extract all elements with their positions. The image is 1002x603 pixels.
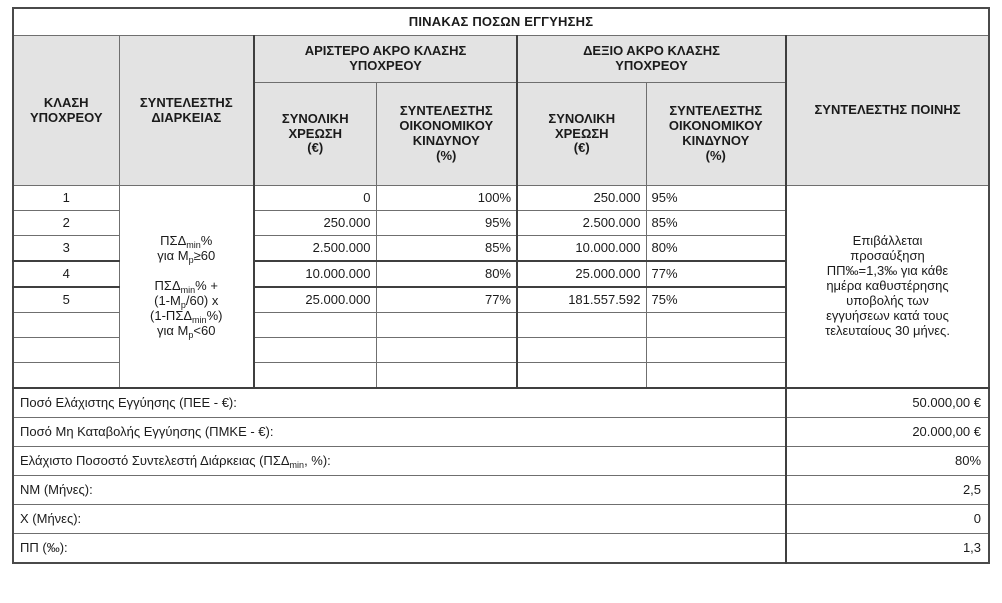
header-charge-left-line1: ΣΥΝΟΛΙΚΗ [281, 110, 349, 126]
cell-right-risk-factor: 75% [646, 287, 786, 313]
summary-label: ΝΜ (Μήνες): [13, 476, 786, 505]
cell-class [13, 338, 119, 363]
cell-left-total-charge: 10.000.000 [254, 261, 376, 287]
cell-left-risk-factor: 85% [376, 236, 517, 262]
cell-left-risk-factor: 95% [376, 211, 517, 236]
summary-row [13, 388, 989, 418]
cell-right-risk-factor: 95% [646, 186, 786, 211]
header-risk-right-line2: ΟΙΚΟΝΟΜΙΚΟΥ [668, 118, 763, 134]
table-summary-body [13, 388, 989, 563]
cell-class: 3 [13, 236, 119, 262]
summary-value: 0 [786, 505, 989, 534]
cell-left-risk-factor: 77% [376, 287, 517, 313]
summary-label: Χ (Μήνες): [13, 505, 786, 534]
table-data-body [13, 186, 989, 389]
cell-left-total-charge: 250.000 [254, 211, 376, 236]
cell-class: 2 [13, 211, 119, 236]
cell-class [13, 313, 119, 338]
header-duration-line1: ΣΥΝΤΕΛΕΣΤΗΣ [139, 94, 233, 110]
header-left-group-line1: ΑΡΙΣΤΕΡΟ ΑΚΡΟ ΚΛΑΣΗΣ [304, 43, 467, 59]
cell-left-total-charge: 2.500.000 [254, 236, 376, 262]
header-right-group-line1: ΔΕΞΙΟ ΑΚΡΟ ΚΛΑΣΗΣ [583, 43, 720, 59]
summary-value: 20.000,00 € [786, 418, 989, 447]
cell-right-total-charge [517, 363, 646, 389]
cell-left-risk-factor [376, 338, 517, 363]
guarantee-amounts-table [12, 7, 990, 564]
cell-left-total-charge: 25.000.000 [254, 287, 376, 313]
summary-label: Ελάχιστο Ποσοστό Συντελεστή Διάρκειας ($\Pi\Sigma\Delta_{min}$, %): [13, 447, 786, 476]
header-right-edge-group [517, 36, 786, 83]
summary-row [13, 418, 989, 447]
header-class-line2: ΥΠΟΧΡΕΟΥ [29, 109, 103, 125]
header-penalty-factor: ΣΥΝΤΕΛΕΣΤΗΣ ΠΟΙΝΗΣ [786, 36, 989, 186]
cell-left-total-charge [254, 363, 376, 389]
cell-right-total-charge: 2.500.000 [517, 211, 646, 236]
header-total-charge-left [254, 83, 376, 186]
cell-left-risk-factor [376, 313, 517, 338]
cell-right-risk-factor [646, 363, 786, 389]
cell-left-total-charge [254, 338, 376, 363]
header-duration-line2: ΔΙΑΡΚΕΙΑΣ [151, 109, 222, 125]
summary-row [13, 534, 989, 564]
header-right-group-line2: ΥΠΟΧΡΕΟΥ [615, 58, 688, 73]
cell-class: 4 [13, 261, 119, 287]
table-row [13, 186, 989, 211]
summary-label: ΠΠ (‰): [13, 534, 786, 564]
header-risk-factor-right [646, 83, 786, 186]
cell-right-total-charge: 10.000.000 [517, 236, 646, 262]
summary-value: 50.000,00 € [786, 388, 989, 418]
header-total-charge-right [517, 83, 646, 186]
summary-label: Ποσό Μη Καταβολής Εγγύησης (ΠΜΚΕ - €): [13, 418, 786, 447]
header-charge-right-line3: (€) [573, 140, 590, 156]
cell-right-risk-factor [646, 338, 786, 363]
cell-right-risk-factor: 80% [646, 236, 786, 262]
header-risk-left-line2: ΟΙΚΟΝΟΜΙΚΟΥ [399, 118, 494, 134]
cell-right-total-charge: 25.000.000 [517, 261, 646, 287]
header-risk-left-line4: (%) [436, 147, 457, 163]
cell-right-risk-factor: 85% [646, 211, 786, 236]
header-risk-right-line4: (%) [705, 147, 726, 163]
summary-value: 80% [786, 447, 989, 476]
summary-value: 1,3 [786, 534, 989, 564]
header-risk-left-line3: ΚΙΝΔΥΝΟΥ [412, 133, 480, 148]
header-class-line1: ΚΛΑΣΗ [43, 94, 89, 110]
cell-right-risk-factor: 77% [646, 261, 786, 287]
cell-left-total-charge [254, 313, 376, 338]
header-risk-left-line1: ΣΥΝΤΕΛΕΣΤΗΣ [399, 103, 493, 119]
cell-left-risk-factor: 100% [376, 186, 517, 211]
cell-class: 5 [13, 287, 119, 313]
cell-right-risk-factor [646, 313, 786, 338]
cell-left-risk-factor: 80% [376, 261, 517, 287]
header-charge-left-line2: ΧΡΕΩΣΗ [288, 125, 343, 141]
cell-duration-formula: $\Pi\Sigma\Delta_{min}\%$ για $M_p\ge 60$ $\Pi\Sigma\Delta_{min}\%$ + $(1-M_p/60)$ x $(1-\Pi\Sigma\Delta_{min}\%)$ για $M_p<60$ [119, 186, 254, 389]
header-left-group-line2: ΥΠΟΧΡΕΟΥ [349, 58, 422, 73]
header-charge-right-line1: ΣΥΝΟΛΙΚΗ [548, 110, 616, 126]
table-title-row [13, 8, 989, 36]
header-charge-left-line3: (€) [307, 140, 324, 156]
header-duration-factor [119, 36, 254, 186]
header-risk-right-line3: ΚΙΝΔΥΝΟΥ [682, 133, 750, 148]
summary-row [13, 505, 989, 534]
header-class-obligor [13, 36, 119, 186]
cell-right-total-charge: 181.557.592 [517, 287, 646, 313]
cell-left-total-charge: 0 [254, 186, 376, 211]
summary-label: Ποσό Ελάχιστης Εγγύησης (ΠΕΕ - €): [13, 388, 786, 418]
cell-right-total-charge [517, 313, 646, 338]
header-left-edge-group [254, 36, 517, 83]
header-risk-factor-left [376, 83, 517, 186]
cell-class: 1 [13, 186, 119, 211]
summary-value: 2,5 [786, 476, 989, 505]
header-risk-right-line1: ΣΥΝΤΕΛΕΣΤΗΣ [669, 103, 763, 119]
header-charge-right-line2: ΧΡΕΩΣΗ [554, 125, 609, 141]
cell-class [13, 363, 119, 389]
summary-row [13, 476, 989, 505]
cell-right-total-charge: 250.000 [517, 186, 646, 211]
cell-right-total-charge [517, 338, 646, 363]
header-group-row [13, 36, 989, 83]
table-title: ΠΙΝΑΚΑΣ ΠΟΣΩΝ ΕΓΓΥΗΣΗΣ [13, 8, 989, 36]
summary-row [13, 447, 989, 476]
cell-penalty-description: Επιβάλλεται προσαύξηση ΠΠ‰=1,3‰ για κάθε ημέρα καθυστέρησης υποβολής των εγγυήσεων κατά τους τελευταίους 30 μήνες. [786, 186, 989, 389]
cell-left-risk-factor [376, 363, 517, 389]
